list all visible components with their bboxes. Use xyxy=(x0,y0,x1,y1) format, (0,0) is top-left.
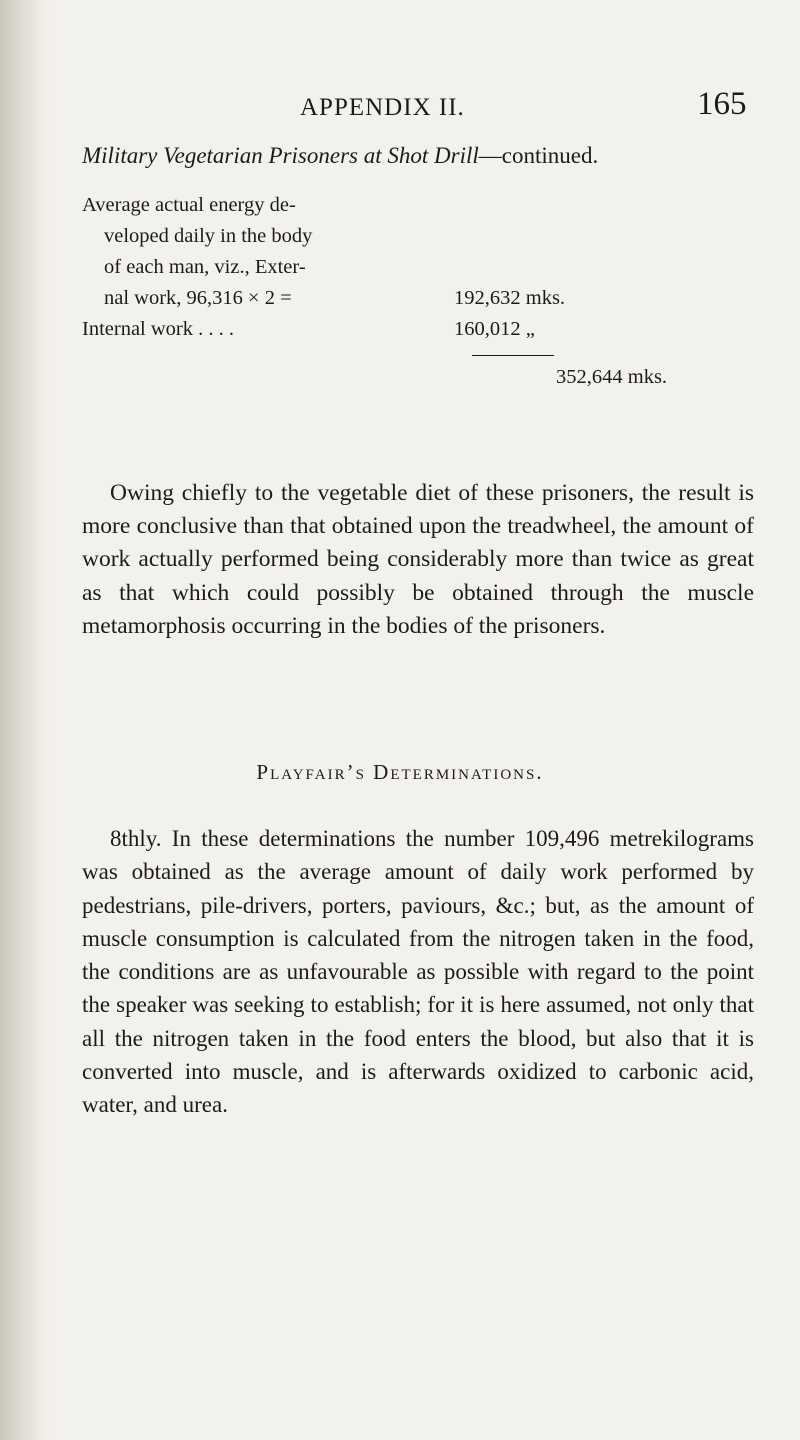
sum-rule xyxy=(472,355,554,356)
table-caption-title: Military Vegetarian Prisoners at Shot Drill xyxy=(82,143,479,168)
table-caption xyxy=(82,143,598,169)
table-row-label: Internal work . . . . xyxy=(82,318,234,340)
table-row-label: Average actual energy de- xyxy=(82,194,296,216)
page-number: 165 xyxy=(697,86,747,122)
table-row-value: 160,012 „ xyxy=(454,318,535,340)
table-row-value: 192,632 mks. xyxy=(454,287,566,309)
energy-table xyxy=(82,190,782,390)
table-total: 352,644 mks. xyxy=(556,366,668,388)
running-header: APPENDIX II. xyxy=(300,94,465,121)
table-caption-suffix: —continued. xyxy=(478,143,599,168)
paragraph: Owing chiefly to the vegetable diet of these prisoners, the result is more conclusive than that obtained upon the treadwheel, the amount of work actually performed being considerably more than twice as great as that which could possibly be obtained through the muscle metamorphosis occurring in the bodies of the prisoners. xyxy=(82,480,754,639)
table-row-label: of each man, viz., Exter- xyxy=(104,256,306,278)
section-heading: Playfair’s Determinations. xyxy=(256,760,544,784)
paragraph: 8thly. In these determinations the number 109,496 metrekilograms was obtained as the average amount of daily work performed by pedestrians, pile-drivers, porters, paviours, &c.; but, as the amount of muscle consumption is calculated from the nitrogen taken in the food, the conditions are as unfavourable as possible with regard to the point the speaker was seeking to establish; for it is here assumed, not only that all the nitrogen taken in the food enters the blood, but also that it is converted into muscle, and is afterwards oxidized to carbonic acid, water, and urea. xyxy=(82,826,754,1118)
table-row-label: nal work, 96,316 × 2 = xyxy=(104,287,292,309)
table-row-label: veloped daily in the body xyxy=(104,225,313,247)
